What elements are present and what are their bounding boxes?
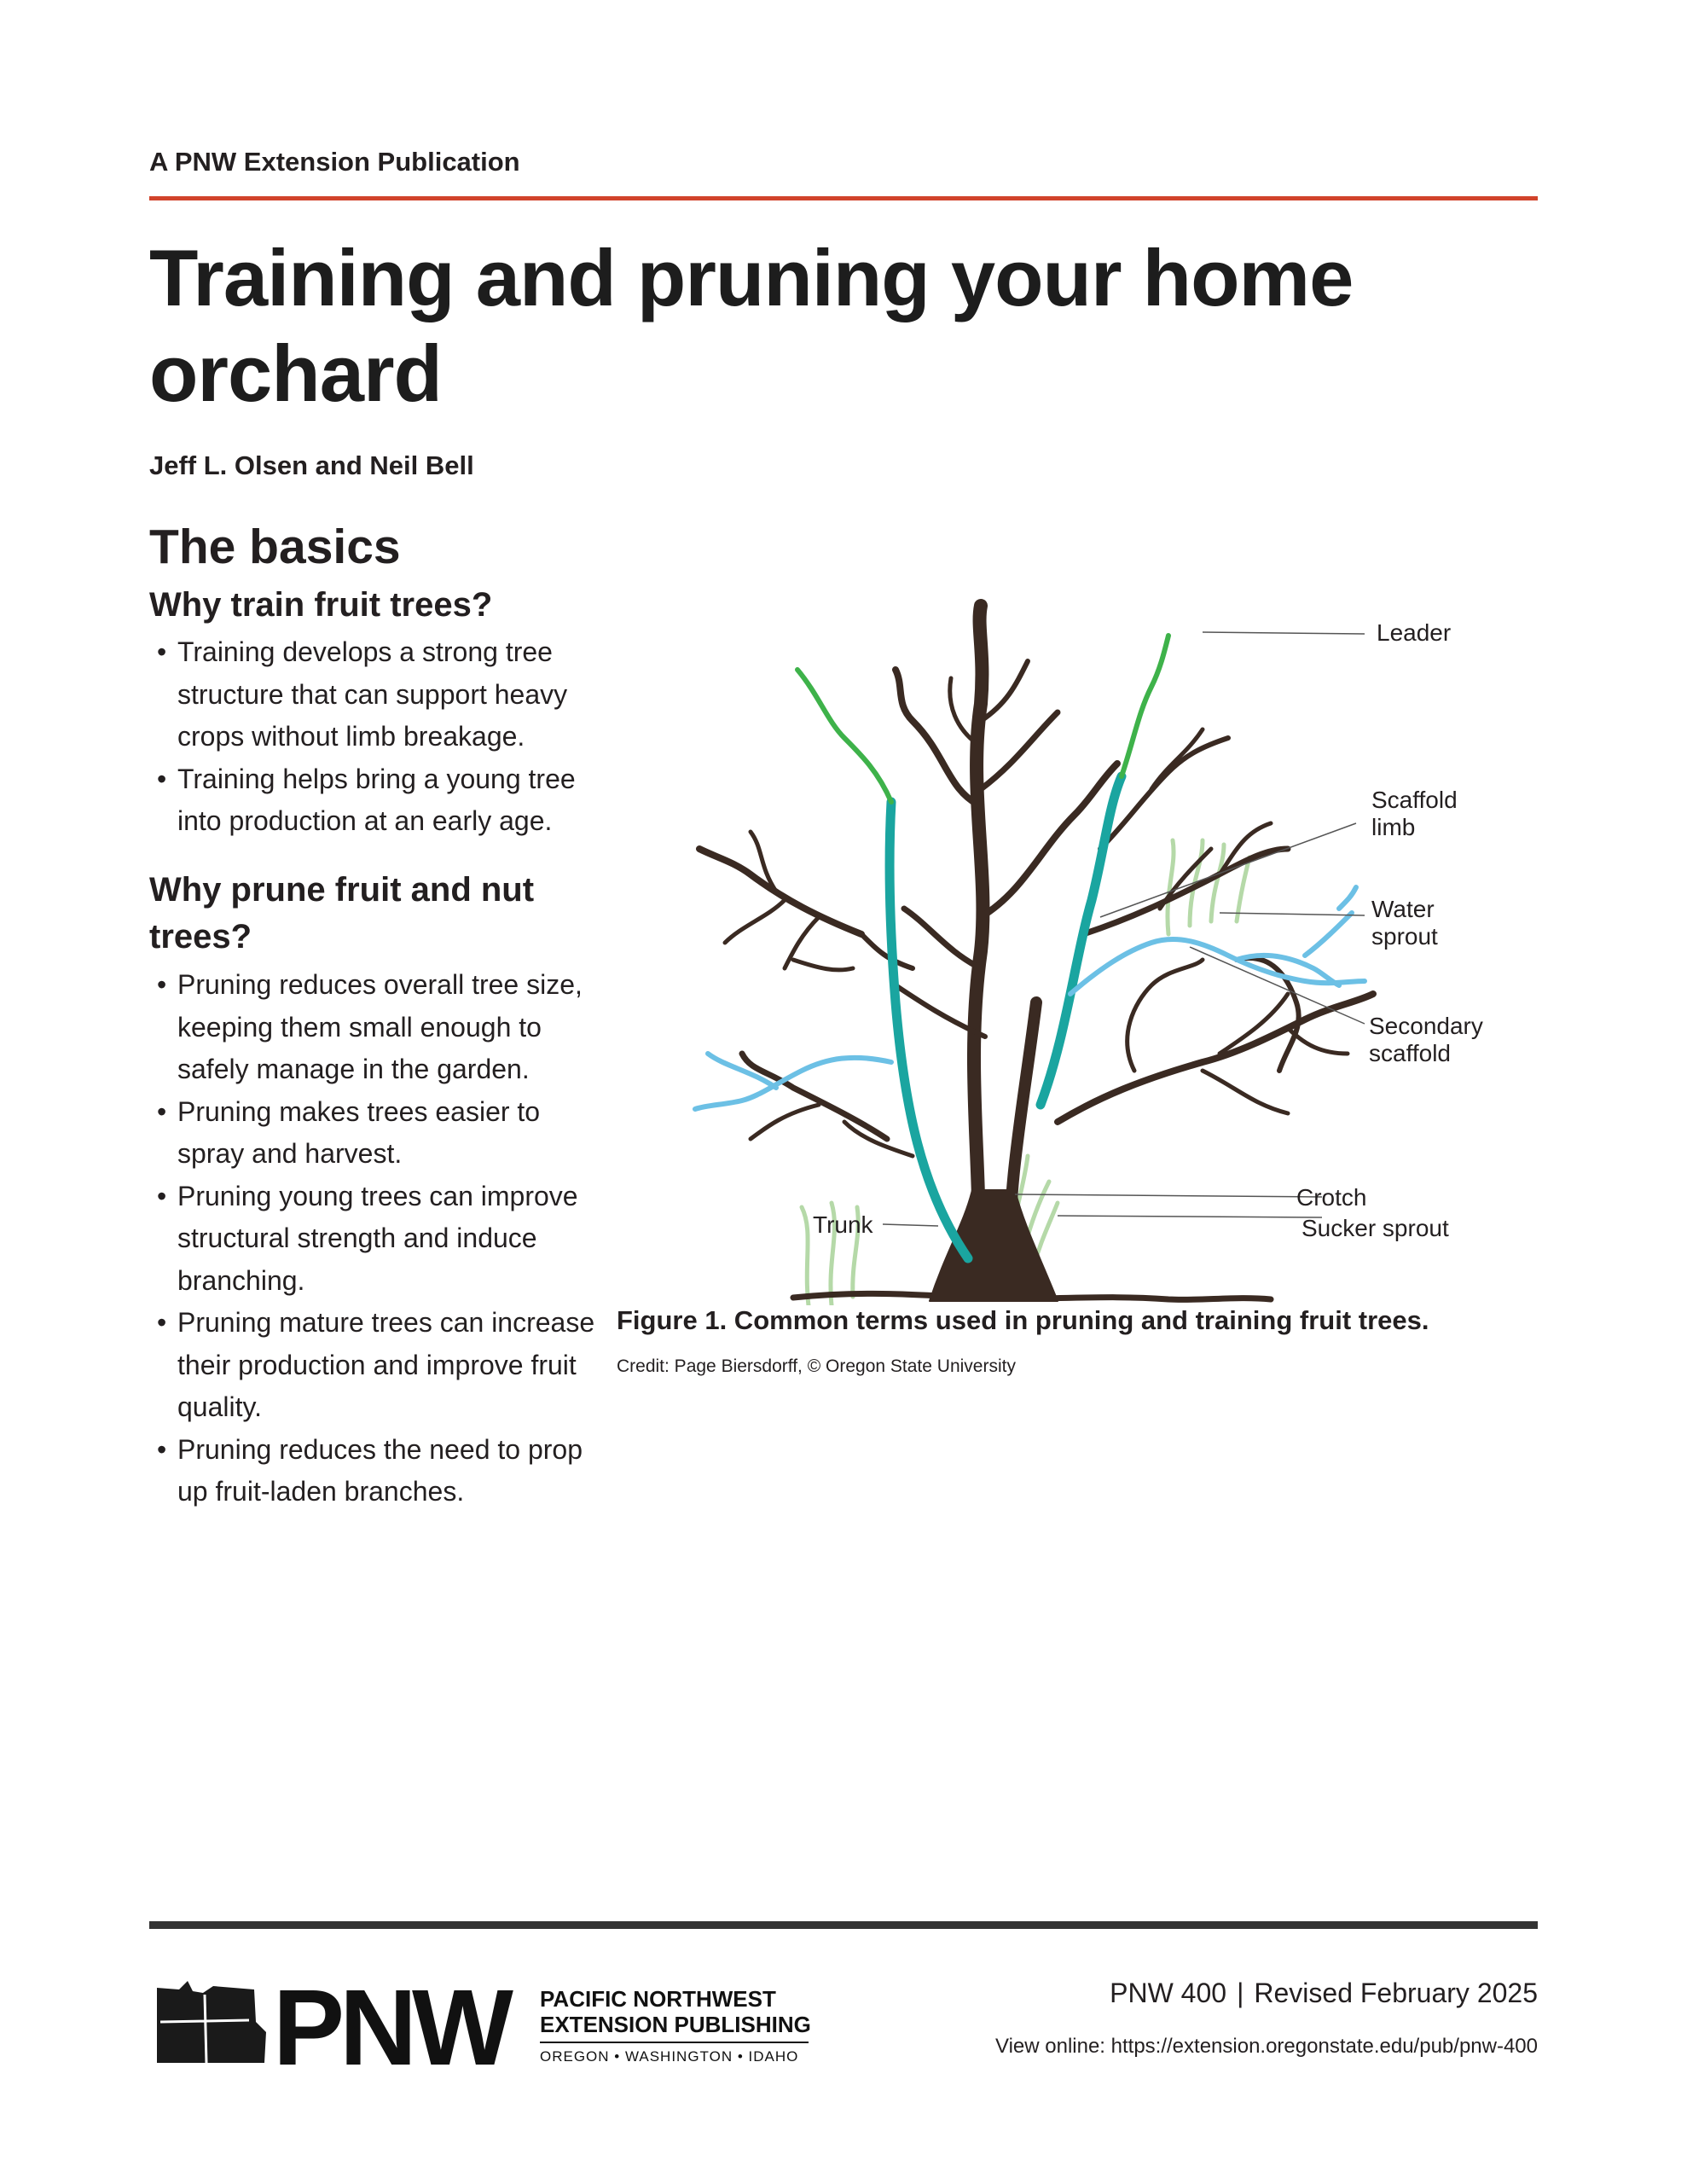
view-online-link[interactable]: View online: https://extension.oregonstate.edu/pub/pnw-400 [995,2035,1538,2058]
pub-number: PNW 400 [1110,1978,1227,2008]
label-secondary-1: Secondary [1369,1013,1483,1039]
why-prune-list [154,964,597,1513]
list-item-text: Pruning reduces the need to prop up fruit-laden branches. [177,1433,583,1507]
publisher-line2: EXTENSION PUBLISHING [540,2012,811,2037]
label-leader: Leader [1377,619,1452,646]
label-sucker: Sucker sprout [1301,1215,1449,1241]
list-item: • Pruning makes trees easier to spray and harvest. [157,1095,541,1169]
figure-caption: Figure 1. Common terms used in pruning and training fruit trees. [617,1305,1429,1335]
figure-labels [813,619,1483,1241]
list-item: • Pruning mature trees can increase their production and improve fruit quality. [157,1307,595,1422]
label-water-1: Water [1371,896,1435,922]
list-item-text: Pruning reduces overall tree size, keeping them small enough to safely manage in the garden. [177,969,583,1084]
list-item-text: Training develops a strong tree structure that can support heavy crops without limb breakage. [177,636,568,752]
label-secondary-2: scaffold [1369,1040,1451,1066]
section-heading-basics: The basics [149,520,401,574]
authors: Jeff L. Olsen and Neil Bell [149,450,474,480]
tree-diagram [691,593,1544,1305]
label-scaffold-1: Scaffold [1371,787,1458,813]
publication-info [1110,1978,1538,2009]
publisher-states: OREGON • WASHINGTON • IDAHO [540,2048,799,2065]
list-item-text: Pruning young trees can improve structural strength and induce branching. [177,1180,578,1296]
footer-divider [149,1921,1538,1929]
list-item: • Pruning reduces the need to prop up fruit-laden branches. [157,1433,583,1507]
list-item-text: Pruning makes trees easier to spray and harvest. [177,1095,541,1169]
revised-date: Revised February 2025 [1254,1978,1538,2008]
publisher-line1: PACIFIC NORTHWEST [540,1986,776,2012]
pnw-logo [154,1978,819,2071]
label-crotch: Crotch [1296,1184,1367,1211]
label-water-2: sprout [1371,923,1438,950]
list-item: • Training develops a strong tree structure that can support heavy crops without limb breakage. [157,636,568,752]
subheading-why-prune: Why prune fruit and nut trees? [149,871,535,956]
subheading-why-train: Why train fruit trees? [149,586,493,624]
label-scaffold-2: limb [1371,814,1416,840]
logo-wordmark: PNW [273,1978,508,2071]
list-item: • Training helps bring a young tree into production at an early age. [157,763,576,836]
figure-credit: Credit: Page Biersdorff, © Oregon State University [617,1356,1016,1376]
why-train-list [154,631,597,843]
scaffold-limbs [890,776,1122,1258]
label-trunk: Trunk [813,1211,873,1238]
header-divider [149,196,1538,200]
separator: | [1237,1978,1244,2008]
list-item-text: Training helps bring a young tree into production at an early age. [177,763,576,836]
list-item: • Pruning young trees can improve structural strength and induce branching. [157,1180,578,1296]
series-label: A PNW Extension Publication [149,147,520,177]
list-item-text: Pruning mature trees can increase their production and improve fruit quality. [177,1307,595,1422]
page-title: Training and pruning your home orchard [149,233,1354,418]
list-item: • Pruning reduces overall tree size, keeping them small enough to safely manage in the garden. [157,969,583,1084]
